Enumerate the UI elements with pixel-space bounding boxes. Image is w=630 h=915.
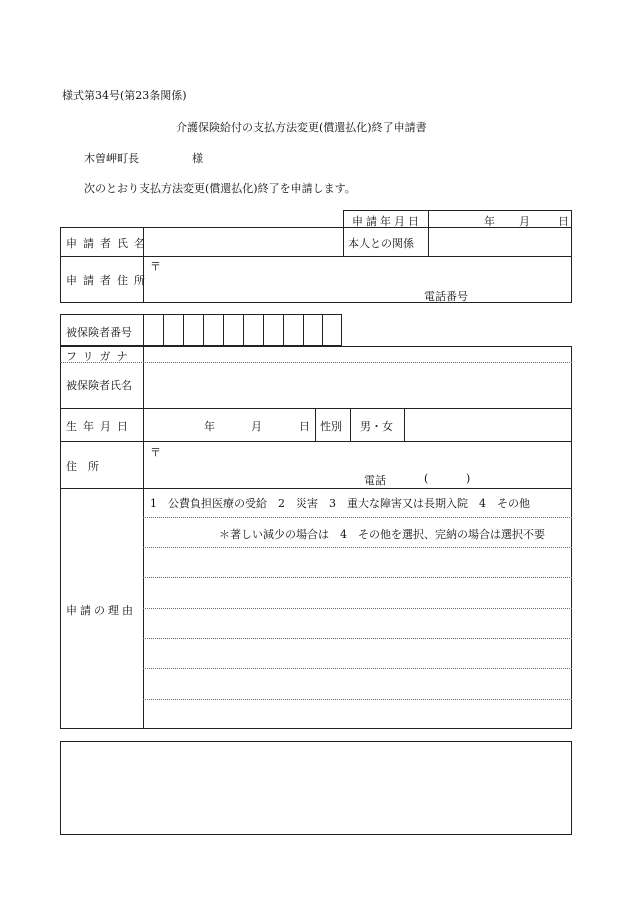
insured-number-label: 被保険者番号: [66, 326, 132, 339]
insured-phone-paren-open: (: [424, 472, 429, 485]
applicant-name-field[interactable]: [150, 229, 338, 254]
reason-note: ＊著しい減少の場合は 4 その他を選択、完納の場合は選択不要: [219, 528, 545, 541]
application-date-label: 申請年月日: [352, 215, 422, 228]
application-date-month: 月: [519, 215, 530, 228]
addressee-honorific: 様: [192, 152, 203, 165]
gender-options[interactable]: 男・女: [360, 420, 393, 433]
relation-label: 本人との関係: [348, 237, 414, 250]
applicant-postal-mark: 〒: [150, 260, 161, 273]
reason-detail-field[interactable]: [146, 550, 568, 726]
application-date-year-field[interactable]: [432, 211, 477, 227]
insured-name-label: 被保険者氏名: [66, 379, 132, 392]
furigana-field[interactable]: [150, 348, 565, 361]
birth-day: 日: [299, 420, 310, 433]
applicant-address-label: 申請者住所: [66, 274, 151, 287]
office-use-box: [60, 741, 572, 835]
applicant-address-field[interactable]: [164, 258, 564, 286]
relation-field[interactable]: [432, 229, 568, 254]
birth-date-label: 生年月日: [66, 420, 134, 433]
intro-text: 次のとおり支払方法変更(償還払化)終了を申請します。: [84, 182, 356, 195]
reason-options[interactable]: 1 公費負担医療の受給 2 災害 3 重大な障害又は長期入院 4 その他: [150, 497, 530, 510]
application-date-year: 年: [484, 215, 495, 228]
birth-year: 年: [204, 420, 215, 433]
reason-label: 申請の理由: [66, 604, 136, 617]
birth-month: 月: [251, 420, 262, 433]
insured-phone-field[interactable]: [432, 470, 464, 486]
insured-name-field[interactable]: [150, 366, 565, 406]
applicant-phone-label: 電話番号: [424, 290, 468, 303]
addressee-town: 木曽岬町長: [84, 152, 139, 165]
application-date-day: 日: [558, 215, 569, 228]
page-title: 介護保険給付の支払方法変更(償還払化)終了申請書: [176, 121, 427, 134]
birth-date-field[interactable]: [150, 410, 200, 439]
furigana-label: フリガナ: [66, 350, 134, 363]
insured-address-field[interactable]: [164, 444, 564, 468]
applicant-name-label: 申請者氏名: [66, 237, 151, 250]
form-number: 様式第34号(第23条関係): [62, 89, 187, 102]
insured-address-label: 住 所: [66, 460, 99, 473]
insured-postal-mark: 〒: [150, 446, 161, 459]
gender-label: 性別: [320, 420, 342, 433]
insured-phone-paren-close: ): [466, 472, 471, 485]
insured-number-field[interactable]: [145, 316, 340, 344]
insured-phone-label: 電話: [364, 474, 386, 487]
